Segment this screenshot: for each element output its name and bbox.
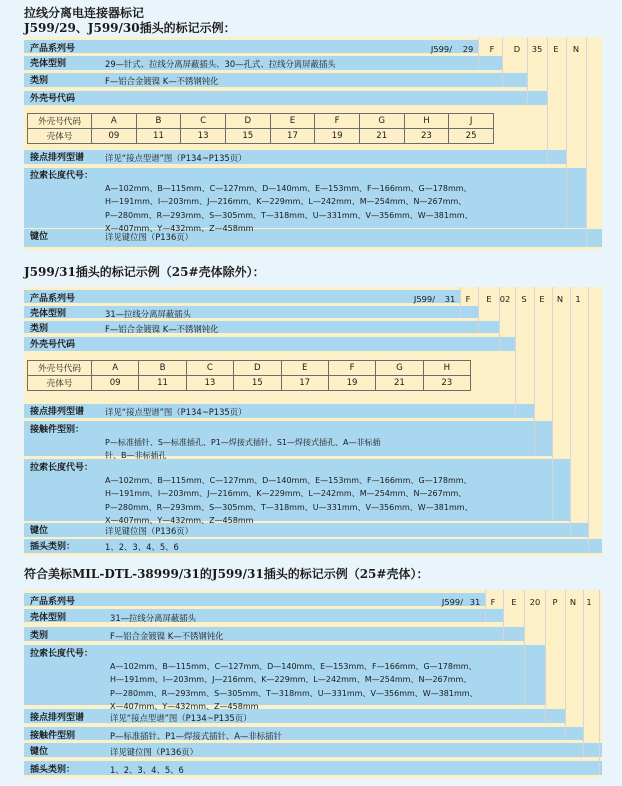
shell-code-header: 外壳号代码 xyxy=(28,114,92,129)
shell-code-cell: B xyxy=(139,361,186,376)
section-1-heading: J599/29、J599/30插头的标记示例： xyxy=(24,21,236,35)
section-2-row-band-4 xyxy=(24,404,534,418)
section-3-row-label: 插头类别： xyxy=(30,765,76,775)
section-1-part-segment: N xyxy=(572,44,580,54)
section-3-row-text: 详见键位图（P136页） xyxy=(110,747,199,757)
section-3-part-segment: 20 xyxy=(529,597,541,607)
shell-size-cell: 11 xyxy=(136,129,181,144)
section-2-row-label: 插头类别： xyxy=(30,542,76,552)
shell-code-cell: H xyxy=(404,114,449,129)
section-3-row-line: P—280mm、R—293mm、S—305mm、T—318mm、U—331mm、V—356mm、W—381mm、 xyxy=(110,688,478,698)
section-1-part-segment: 35 xyxy=(531,44,543,54)
section-2-shell-table xyxy=(27,360,471,391)
section-1-part-segment: 29 xyxy=(462,44,474,54)
section-3-row-line: X—407mm、Y—432mm、Z—458mm xyxy=(110,701,259,711)
section-3-row-line: A—102mm、B—115mm、C—127mm、D—140mm、E—153mm、F—166mm、G—178mm、 xyxy=(110,662,477,671)
section-1-row-line: P—280mm、R—293mm、S—305mm、T—318mm、U—331mm、V—356mm、W—381mm、 xyxy=(105,210,473,220)
section-2-row-label: 外壳号代码 xyxy=(30,340,76,350)
section-2-row-text: 详见“接点型谱”图（P134~P135页） xyxy=(105,407,247,417)
shell-code-cell: F xyxy=(328,361,375,376)
section-2-part-segment: 31 xyxy=(444,294,456,304)
section-3-row-label: 类别 xyxy=(30,631,49,641)
section-2-part-prefix: J599/ xyxy=(413,294,435,304)
shell-code-cell: E xyxy=(270,114,315,129)
section-2-row-line: A—102mm、B—115mm、C—127mm、D—140mm、E—153mm、F—166mm、G—178mm、 xyxy=(105,476,472,485)
section-1-part-segment: D xyxy=(513,44,521,54)
section-2-heading: J599/31插头的标记示例（25#壳体除外）： xyxy=(24,265,265,279)
section-1-row-text: 详见键位图（P136页） xyxy=(105,232,194,242)
section-2-part-segment: S xyxy=(521,294,527,304)
shell-size-cell: 13 xyxy=(186,376,233,391)
section-1-row-text: 详见“接点型谱”图（P134~P135页） xyxy=(105,153,247,163)
section-2-row-label: 接点排列型谱 xyxy=(30,407,85,417)
section-1-row-label: 产品系列号 xyxy=(30,44,76,54)
shell-size-cell: 17 xyxy=(270,129,315,144)
shell-size-cell: 15 xyxy=(225,129,270,144)
section-3-row-label: 键位 xyxy=(30,747,49,757)
section-3-heading: 符合美标MIL-DTL-38999/31的J599/31插头的标记示例（25#壳体）： xyxy=(24,567,429,581)
shell-size-cell: 09 xyxy=(92,129,137,144)
shell-code-cell: E xyxy=(281,361,328,376)
section-1-part-prefix: J599/ xyxy=(430,44,452,54)
section-1-guide-line-5 xyxy=(586,37,587,247)
section-3-part-segment: F xyxy=(490,597,496,607)
section-3-row-label: 拉索长度代号： xyxy=(30,649,94,659)
section-1-part-segment: F xyxy=(489,44,495,54)
shell-size-cell: 21 xyxy=(359,129,404,144)
section-3-row-label: 壳体型别 xyxy=(30,613,67,623)
section-1-row-line: X—407mm、Y—432mm、Z—458mm xyxy=(105,223,254,233)
section-2-row-label: 类别 xyxy=(30,324,49,334)
section-3-row-band-2 xyxy=(24,627,524,641)
section-2-row-line: 针、B—非标插孔 xyxy=(105,451,167,461)
section-2-row-label: 接触件型别： xyxy=(30,425,85,435)
section-2-guide-line-6 xyxy=(570,287,571,537)
section-2-row-text: 31—拉线分离屏蔽插头 xyxy=(105,309,192,319)
section-1-row-band-3 xyxy=(24,91,547,105)
section-1-guide-line-1 xyxy=(502,37,503,87)
section-2-row-line: P—标准插针、S—标准插孔、P1—焊接式插针、S1—焊接式插孔、A—非标插 xyxy=(105,438,381,447)
section-1-guide-line-3 xyxy=(547,37,548,164)
section-3-guide-line-4 xyxy=(565,590,566,740)
section-3-part-segment: P xyxy=(552,597,558,607)
section-3-guide-line-3 xyxy=(545,590,546,723)
shell-size-header: 壳体号 xyxy=(28,376,92,391)
section-2-row-label: 拉索长度代号： xyxy=(30,463,94,473)
shell-size-cell: 19 xyxy=(315,129,360,144)
section-2-row-label: 壳体型别 xyxy=(30,309,67,319)
shell-code-cell: G xyxy=(376,361,423,376)
shell-code-cell: A xyxy=(92,114,137,129)
shell-code-cell: A xyxy=(92,361,139,376)
section-1-part-segment: E xyxy=(553,44,559,54)
shell-code-cell: C xyxy=(181,114,226,129)
section-2-row-band-1 xyxy=(24,306,478,318)
section-3-guide-line-6 xyxy=(599,590,600,775)
section-3-row-text: 31—拉线分离屏蔽插头 xyxy=(110,613,197,623)
section-1-row-line: H—191mm、I—203mm、J—216mm、K—229mm、L—242mm、M—254mm、N—267mm、 xyxy=(105,197,467,207)
section-2-part-segment: E xyxy=(539,294,545,304)
section-2-row-band-2 xyxy=(24,321,499,333)
section-1-guide-line-0 xyxy=(478,37,479,70)
section-2-guide-line-4 xyxy=(534,287,535,456)
section-2-guide-line-5 xyxy=(552,287,553,521)
section-2-part-segment: F xyxy=(465,294,471,304)
page-title: 拉线分离电连接器标记 xyxy=(24,6,145,20)
section-3-part-segment: 1 xyxy=(586,597,592,607)
section-1-guide-line-4 xyxy=(566,37,567,228)
shell-size-cell: 23 xyxy=(423,376,470,391)
shell-code-cell: D xyxy=(225,114,270,129)
section-3-part-segment: N xyxy=(569,597,577,607)
shell-code-cell: H xyxy=(423,361,470,376)
shell-code-cell: F xyxy=(315,114,360,129)
section-2-row-text: F—铝合金镀镍 K—不锈钢钝化 xyxy=(105,324,219,334)
section-2-part-segment: E xyxy=(486,294,492,304)
shell-size-cell: 11 xyxy=(139,376,186,391)
section-3-guide-line-5 xyxy=(583,590,584,757)
section-1-row-label: 接点排列型谱 xyxy=(30,153,85,163)
section-1-shell-table xyxy=(27,113,494,144)
section-2-row-label: 键位 xyxy=(30,526,49,536)
section-3-row-text: 1、2、3、4、5、6 xyxy=(110,765,184,775)
section-3-row-label: 接点排列型谱 xyxy=(30,713,85,723)
shell-code-cell: B xyxy=(136,114,181,129)
section-3-row-label: 产品系列号 xyxy=(30,597,76,607)
section-3-part-prefix: J599/ xyxy=(441,597,463,607)
section-3-part-segment: 31 xyxy=(469,597,481,607)
shell-size-header: 壳体号 xyxy=(28,129,92,144)
section-1-row-line: A—102mm、B—115mm、C—127mm、D—140mm、E—153mm、F—166mm、G—178mm、 xyxy=(105,184,472,193)
section-3-row-label: 接触件型别 xyxy=(30,731,76,741)
shell-code-header: 外壳号代码 xyxy=(28,361,92,376)
section-2-guide-line-7 xyxy=(588,287,589,553)
section-2-guide-line-3 xyxy=(515,287,516,418)
shell-code-cell: C xyxy=(186,361,233,376)
section-1-row-label: 外壳号代码 xyxy=(30,94,76,104)
section-2-row-band-3 xyxy=(24,337,515,351)
section-3-row-text: F—铝合金镀镍 K—不锈钢钝化 xyxy=(110,631,224,641)
shell-code-cell: J xyxy=(449,114,494,129)
shell-size-cell: 21 xyxy=(376,376,423,391)
shell-size-cell: 23 xyxy=(404,129,449,144)
section-2-row-line: H—191mm、I—203mm、J—216mm、K—229mm、L—242mm、M—254mm、N—267mm、 xyxy=(105,489,467,499)
section-3-row-band-4 xyxy=(24,709,565,723)
shell-size-cell: 13 xyxy=(181,129,226,144)
section-2-row-line: X—407mm、Y—432mm、Z—458mm xyxy=(105,515,254,525)
section-2-row-line: P—280mm、R—293mm、S—305mm、T—318mm、U—331mm、V—356mm、W—381mm、 xyxy=(105,502,473,512)
section-3-row-line: H—191mm、I—203mm、J—216mm、K—229mm、L—242mm、M—254mm、N—267mm、 xyxy=(110,675,472,685)
section-3-part-segment: E xyxy=(511,597,517,607)
section-1-row-text: F—铝合金镀镍 K—不锈钢钝化 xyxy=(105,76,219,86)
section-3-row-text: 详见“接点型谱”图（P134~P135页） xyxy=(110,713,252,723)
shell-size-cell: 15 xyxy=(234,376,281,391)
section-2-row-text: 1、2、3、4、5、6 xyxy=(105,542,179,552)
section-1-row-text: 29—针式、拉线分离屏蔽插头、30—孔式、拉线分离屏蔽插头 xyxy=(105,59,336,69)
shell-size-cell: 09 xyxy=(92,376,139,391)
section-1-row-label: 拉索长度代号： xyxy=(30,171,94,181)
shell-code-cell: G xyxy=(359,114,404,129)
section-3-row-text: P—标准插针、P1—焊接式插针、A—非标插针 xyxy=(110,731,282,741)
section-1-row-label: 键位 xyxy=(30,232,49,242)
section-2-part-segment: 02 xyxy=(499,294,511,304)
section-1-row-label: 壳体型别 xyxy=(30,59,67,69)
shell-size-cell: 17 xyxy=(281,376,328,391)
section-2-row-label: 产品系列号 xyxy=(30,294,76,304)
section-3-row-band-5 xyxy=(24,727,583,740)
shell-size-cell: 25 xyxy=(449,129,494,144)
section-2-part-segment: 1 xyxy=(575,294,581,304)
section-1-row-band-2 xyxy=(24,73,527,87)
shell-size-cell: 19 xyxy=(328,376,375,391)
section-3-row-band-1 xyxy=(24,609,503,622)
section-1-row-label: 类别 xyxy=(30,76,49,86)
shell-code-cell: D xyxy=(234,361,281,376)
section-2-row-text: 详见键位图（P136页） xyxy=(105,526,194,536)
section-2-part-segment: N xyxy=(556,294,564,304)
